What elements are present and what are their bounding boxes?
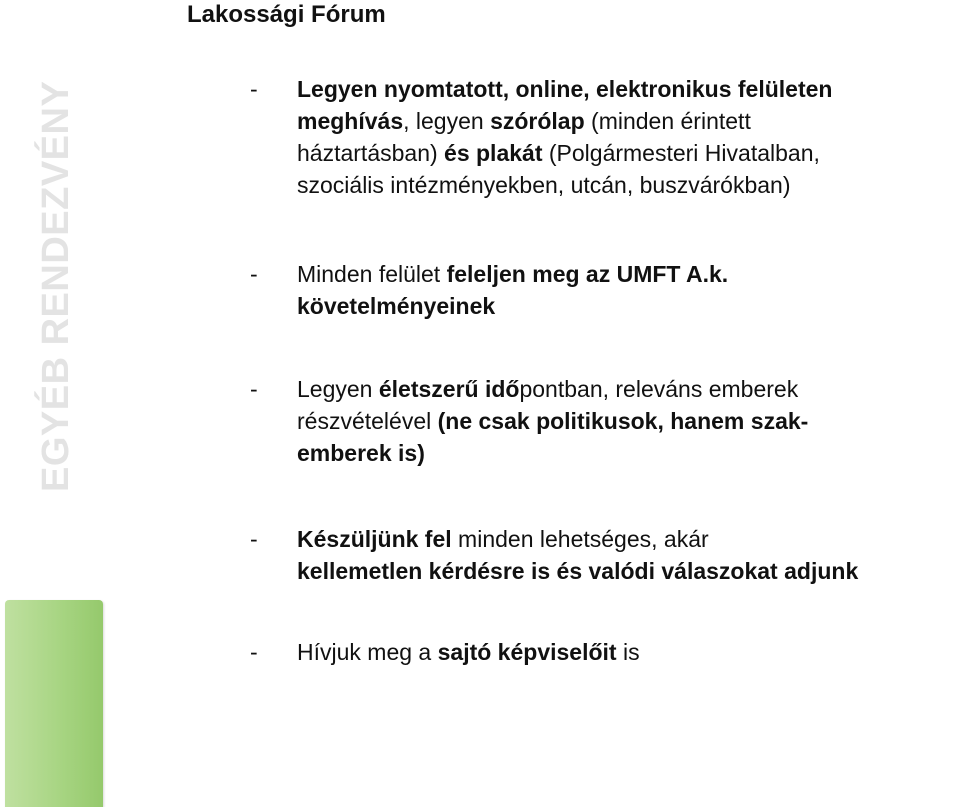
text-run: minden lehetséges, akár	[451, 526, 709, 552]
bold-text: kellemetlen kérdésre is és valódi válaszokat adjunk	[297, 558, 859, 584]
bullet-line	[297, 258, 960, 290]
text-run: (Polgármesteri Hivatalban,	[542, 140, 820, 166]
bullet-line	[297, 437, 960, 469]
bullet-dash: -	[250, 376, 258, 402]
text-run: Hívjuk meg a	[297, 639, 438, 665]
green-accent-bar	[5, 600, 103, 807]
bullet-press	[250, 636, 960, 668]
bullet-text	[297, 258, 960, 322]
bullet-dash: -	[250, 76, 258, 102]
bold-text: feleljen meg az UMFT A.k.	[446, 261, 729, 287]
text-run: háztartásban)	[297, 140, 445, 166]
bullet-invitation	[250, 73, 960, 201]
text-run: Legyen	[297, 376, 379, 402]
bold-text: követelményeinek	[297, 293, 496, 319]
slide-title: Lakossági Fórum	[187, 1, 386, 28]
text-run: szociális intézményekben, utcán, buszvárókban)	[297, 172, 791, 198]
bold-text: és plakát	[444, 140, 543, 166]
text-run: , legyen	[403, 108, 491, 134]
bold-text: Legyen nyomtatott, online, elektronikus felületen	[297, 76, 833, 102]
bold-text: idő	[484, 376, 520, 402]
bullet-line	[297, 137, 960, 169]
side-label: EGYÉB RENDEZVÉNY	[35, 80, 77, 492]
bullet-line	[297, 523, 960, 555]
bullet-line	[297, 105, 960, 137]
bullet-line	[297, 555, 960, 587]
bullet-dash: -	[250, 639, 258, 665]
text-run: Minden felület	[297, 261, 447, 287]
bullet-line	[297, 636, 960, 668]
bullet-requirements	[250, 258, 960, 322]
bold-text: Készüljünk fel	[297, 526, 452, 552]
bold-text: sajtó képviselőit	[437, 639, 617, 665]
bold-text: életszerű	[378, 376, 479, 402]
bold-text: (ne csak politikusok, hanem szak-	[437, 408, 809, 434]
bullet-timing	[250, 373, 960, 469]
bullet-dash: -	[250, 261, 258, 287]
bold-text: meghívás	[297, 108, 404, 134]
bullet-text	[297, 373, 960, 469]
bullet-prepare	[250, 523, 960, 587]
bullet-line	[297, 373, 960, 405]
bold-text: szórólap	[490, 108, 585, 134]
bullet-dash: -	[250, 526, 258, 552]
bullet-line	[297, 73, 960, 105]
bullet-line	[297, 290, 960, 322]
bullet-text	[297, 73, 960, 201]
text-run: részvételével	[297, 408, 438, 434]
bullet-line	[297, 169, 960, 201]
text-run: pontban, releváns emberek	[519, 376, 799, 402]
bullet-text	[297, 523, 960, 587]
bold-text: emberek is)	[297, 440, 425, 466]
text-run: is	[616, 639, 640, 665]
text-run: (minden érintett	[584, 108, 751, 134]
bullet-text	[297, 636, 960, 668]
bullet-line	[297, 405, 960, 437]
